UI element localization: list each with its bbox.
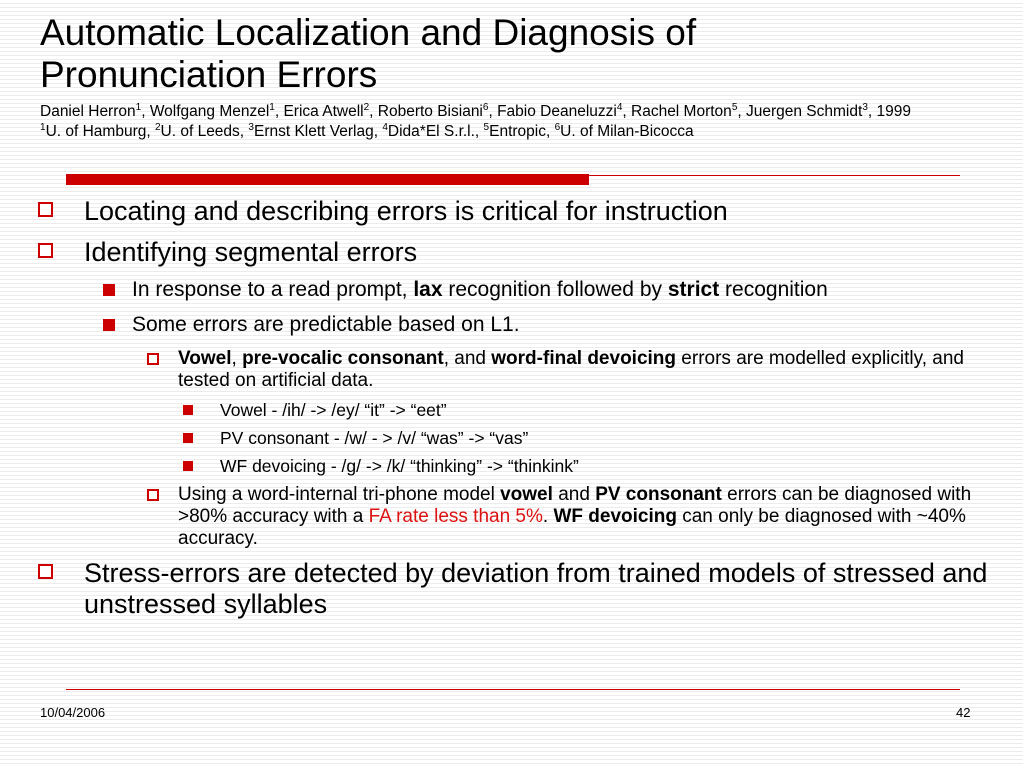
page-number: 42 bbox=[956, 705, 971, 720]
bullet-list bbox=[30, 196, 990, 630]
highlighted-text: FA rate less than 5% bbox=[368, 506, 543, 527]
example-item: WF devoicing - /g/ -> /k/ “thinking” -> “thinkink” bbox=[183, 456, 990, 477]
title-line-1: Automatic Localization and Diagnosis of bbox=[40, 12, 697, 53]
title-divider-line bbox=[589, 175, 960, 176]
sub-sub-bullet-item: Vowel, pre-vocalic consonant, and word-final devoicing errors are modelled explicitly, and tested on artificial data. bbox=[142, 348, 978, 392]
example-item: Vowel - /ih/ -> /ey/ “it” -> “eet” bbox=[183, 400, 990, 421]
slide-title bbox=[40, 12, 860, 96]
sub-sub-bullet-item: Using a word-internal tri-phone model vowel and PV consonant errors can be diagnosed with >80% accuracy with a FA rate less than 5%. WF devoicing can only be diagnosed with ~40% accuracy. bbox=[142, 484, 978, 550]
hollow-square-bullet-icon bbox=[38, 202, 53, 217]
filled-square-bullet-icon bbox=[103, 319, 115, 331]
bullet-item: Identifying segmental errors bbox=[30, 237, 990, 268]
example-item: PV consonant - /w/ - > /v/ “was” -> “vas” bbox=[183, 428, 990, 449]
title-area bbox=[40, 12, 1000, 142]
filled-square-bullet-icon bbox=[183, 461, 193, 471]
hollow-square-bullet-icon bbox=[147, 353, 159, 365]
affiliations-line: $^1$U. of Hamburg, $^2$U. of Leeds, $^3$Ernst Klett Verlag, $^4$Dida*El S.r.l., $^5$Entropic, $^6$U. of Milan-Bicocca bbox=[40, 121, 694, 140]
bullet-item: Stress-errors are detected by deviation from trained models of stressed and unstressed syllables bbox=[30, 558, 990, 620]
hollow-square-bullet-icon bbox=[147, 489, 159, 501]
title-accent-bar bbox=[66, 174, 589, 185]
filled-square-bullet-icon bbox=[103, 284, 115, 296]
filled-square-bullet-icon bbox=[183, 405, 193, 415]
footer-divider-line bbox=[66, 689, 960, 690]
filled-square-bullet-icon bbox=[183, 433, 193, 443]
authors-line: Daniel Herron$^1$, Wolfgang Menzel$^1$, Erica Atwell$^2$, Roberto Bisiani$^6$, Fabio Deaneluzzi$^4$, Rachel Morton$^5$, Juergen Schmidt$^3$, 1999 bbox=[40, 101, 911, 120]
sub-bullet-item: Some errors are predictable based on L1. bbox=[99, 313, 912, 337]
bullet-item: Locating and describing errors is critical for instruction bbox=[30, 196, 990, 227]
hollow-square-bullet-icon bbox=[38, 243, 53, 258]
hollow-square-bullet-icon bbox=[38, 564, 53, 579]
sub-bullet-item: In response to a read prompt, lax recognition followed by strict recognition bbox=[99, 278, 912, 302]
title-line-2: Pronunciation Errors bbox=[40, 54, 378, 95]
footer-date: 10/04/2006 bbox=[40, 705, 106, 720]
